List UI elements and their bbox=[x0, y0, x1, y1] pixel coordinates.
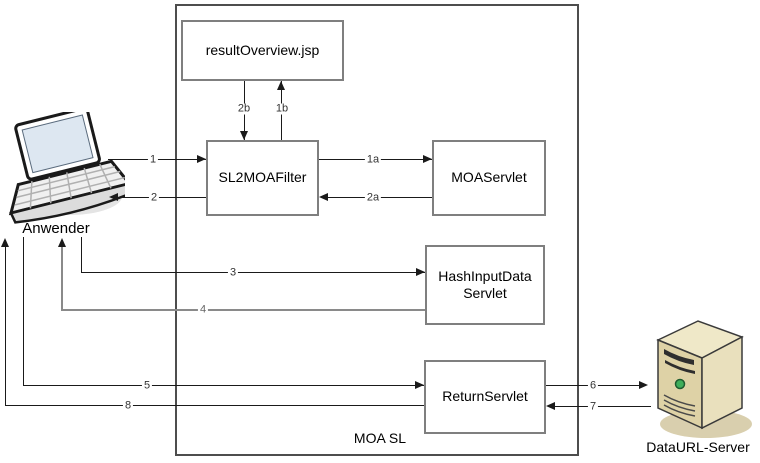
arrow-3-line-vertical bbox=[81, 237, 82, 272]
sl2moafilter-label: SL2MOAFilter bbox=[218, 169, 307, 186]
arrow-3-head bbox=[416, 268, 425, 276]
arrow-2a-head bbox=[319, 193, 328, 201]
arrow-4-line-vertical bbox=[61, 246, 63, 310]
node-returnservlet bbox=[424, 360, 546, 434]
arrow-2a-label: 2a bbox=[366, 191, 380, 204]
anwender-label: Anwender bbox=[22, 220, 90, 237]
result-overview-label: resultOverview.jsp bbox=[205, 41, 320, 58]
arrow-2-label: 2 bbox=[150, 191, 158, 204]
arrow-7-head bbox=[546, 402, 555, 410]
arrow-8-line-vertical bbox=[5, 246, 6, 406]
node-moaservlet bbox=[432, 140, 546, 216]
arrow-1a-head bbox=[423, 155, 432, 163]
arrow-6-head bbox=[639, 381, 648, 389]
arrow-2-head bbox=[109, 193, 118, 201]
node-hashinputdata-servlet bbox=[425, 245, 545, 325]
moaservlet-label: MOAServlet bbox=[451, 169, 527, 186]
hashinputdata-label-line2: Servlet bbox=[463, 285, 507, 301]
arrow-1-head bbox=[197, 155, 206, 163]
arrow-5-line bbox=[23, 385, 424, 386]
arrow-8-head bbox=[1, 238, 9, 247]
node-sl2moafilter bbox=[206, 140, 319, 216]
laptop-icon bbox=[0, 112, 125, 224]
moa-sl-container-label: MOA SL bbox=[353, 430, 407, 446]
arrow-8-line bbox=[5, 405, 424, 406]
server-tower-icon bbox=[640, 316, 755, 440]
arrow-1a-label: 1a bbox=[366, 153, 380, 166]
arrow-3-line bbox=[81, 272, 425, 273]
arrow-3-label: 3 bbox=[229, 266, 237, 279]
arrow-1b-head bbox=[277, 81, 285, 90]
arrow-5-line-vertical bbox=[23, 237, 24, 385]
returnservlet-label: ReturnServlet bbox=[442, 388, 528, 405]
arrow-8-label: 8 bbox=[124, 399, 132, 412]
arrow-7-line bbox=[551, 406, 651, 407]
arrow-4-line bbox=[61, 309, 425, 311]
arrow-2b-label: 2b bbox=[237, 102, 251, 115]
arrow-5-head bbox=[415, 381, 424, 389]
arrow-6-label: 6 bbox=[589, 379, 597, 392]
arrow-2b-head bbox=[240, 131, 248, 140]
dataurl-server-label: DataURL-Server bbox=[646, 439, 750, 455]
arrow-5-label: 5 bbox=[143, 379, 151, 392]
arrow-4-label: 4 bbox=[199, 303, 207, 316]
arrow-1b-label: 1b bbox=[275, 102, 289, 115]
arrow-1-label: 1 bbox=[149, 153, 157, 166]
node-result-overview-jsp bbox=[181, 20, 344, 81]
arrow-4-head bbox=[58, 238, 66, 247]
arrow-2-line bbox=[114, 197, 206, 198]
arrow-7-label: 7 bbox=[589, 400, 597, 413]
hashinputdata-label-line1: HashInputData bbox=[438, 267, 532, 284]
